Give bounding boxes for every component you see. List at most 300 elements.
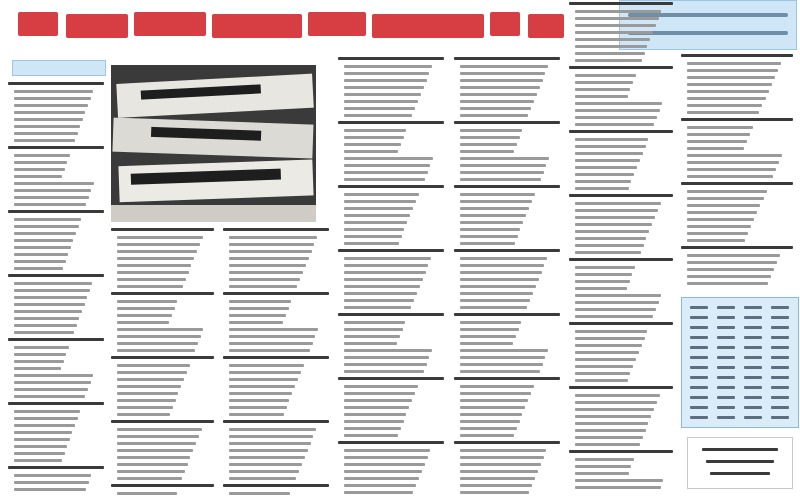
option-line	[14, 452, 65, 455]
option-line	[575, 159, 640, 162]
option-line	[575, 479, 663, 482]
option-line	[344, 306, 411, 309]
title-glyph-block	[372, 14, 484, 38]
option-line	[575, 337, 645, 340]
option-line	[344, 257, 431, 260]
option-line	[344, 164, 430, 167]
column-4	[338, 55, 448, 497]
option-line	[460, 178, 541, 181]
option-line	[344, 193, 419, 196]
option-line	[460, 114, 528, 117]
answer-key-cell	[771, 416, 789, 419]
option-line	[460, 420, 520, 423]
option-line	[117, 349, 195, 352]
option-line	[460, 107, 531, 110]
option-line	[229, 435, 313, 438]
option-line	[14, 239, 73, 242]
option-line	[117, 449, 193, 452]
answer-key-cell	[717, 316, 735, 319]
option-line	[687, 190, 767, 193]
answer-key-cell	[744, 376, 762, 379]
option-line	[344, 434, 398, 437]
answer-key-cell	[690, 326, 708, 329]
option-line	[344, 228, 404, 231]
option-line	[117, 385, 181, 388]
option-line	[575, 31, 653, 34]
option-line	[687, 168, 776, 171]
credit-line	[702, 448, 778, 451]
question-line	[338, 57, 444, 60]
option-line	[14, 246, 71, 249]
column-2	[111, 226, 218, 497]
option-line	[687, 261, 777, 264]
answer-key-cell	[771, 406, 789, 409]
option-line	[229, 271, 303, 274]
question-line	[454, 249, 560, 252]
option-line	[117, 243, 200, 246]
option-line	[460, 242, 515, 245]
option-line	[344, 171, 428, 174]
option-line	[344, 342, 397, 345]
question-line	[681, 54, 793, 57]
option-line	[229, 314, 286, 317]
answer-key-cell	[690, 416, 708, 419]
option-line	[460, 321, 521, 324]
question-line	[569, 130, 673, 133]
option-line	[344, 221, 407, 224]
option-line	[229, 463, 302, 466]
option-line	[14, 374, 93, 377]
answer-key-cell	[771, 346, 789, 349]
option-line	[460, 491, 529, 494]
option-line	[344, 363, 427, 366]
option-line	[575, 116, 657, 119]
option-line	[460, 434, 514, 437]
option-line	[344, 100, 418, 103]
option-line	[14, 267, 63, 270]
option-line	[460, 164, 546, 167]
option-line	[575, 17, 659, 20]
option-line	[14, 381, 91, 384]
option-line	[575, 472, 629, 475]
option-line	[460, 235, 518, 238]
option-line	[344, 456, 428, 459]
option-line	[229, 456, 305, 459]
option-line	[575, 95, 628, 98]
option-line	[460, 349, 548, 352]
option-line	[344, 335, 400, 338]
option-line	[575, 88, 630, 91]
option-line	[575, 308, 656, 311]
option-line	[14, 296, 87, 299]
option-line	[575, 358, 636, 361]
answer-key-cell	[717, 376, 735, 379]
option-line	[14, 438, 70, 441]
option-line	[229, 442, 311, 445]
option-line	[687, 275, 771, 278]
option-line	[344, 427, 401, 430]
option-line	[460, 79, 543, 82]
option-line	[687, 254, 780, 257]
option-line	[575, 123, 654, 126]
question-line	[454, 377, 560, 380]
option-line	[575, 273, 632, 276]
option-line	[117, 321, 169, 324]
option-line	[575, 10, 661, 13]
option-line	[344, 321, 405, 324]
option-line	[117, 364, 190, 367]
option-line	[460, 65, 548, 68]
option-line	[229, 342, 313, 345]
option-line	[575, 244, 644, 247]
question-line	[338, 313, 444, 316]
option-line	[575, 401, 657, 404]
option-line	[117, 250, 197, 253]
option-line	[117, 307, 175, 310]
option-line	[14, 203, 86, 206]
answer-key-cell	[690, 386, 708, 389]
option-line	[344, 242, 399, 245]
option-line	[229, 492, 290, 495]
option-line	[117, 371, 187, 374]
option-line	[575, 301, 659, 304]
question-line	[223, 484, 329, 487]
option-line	[460, 342, 513, 345]
option-line	[344, 264, 428, 267]
option-line	[229, 250, 312, 253]
title-glyph-block	[528, 14, 564, 38]
option-line	[575, 138, 648, 141]
option-line	[687, 211, 757, 214]
option-line	[117, 285, 183, 288]
answer-key-cell	[771, 366, 789, 369]
question-line	[8, 466, 104, 469]
option-line	[460, 207, 529, 210]
option-line	[14, 431, 72, 434]
question-line	[8, 146, 104, 149]
option-line	[14, 132, 78, 135]
option-line	[344, 370, 424, 373]
option-line	[460, 271, 542, 274]
question-line	[8, 338, 104, 341]
option-line	[14, 410, 80, 413]
option-line	[575, 330, 647, 333]
option-line	[687, 133, 750, 136]
question-line	[111, 292, 214, 295]
option-line	[14, 175, 62, 178]
option-line	[14, 154, 70, 157]
answer-key-cell	[690, 396, 708, 399]
option-line	[575, 24, 656, 27]
answer-key-cell	[717, 336, 735, 339]
option-line	[575, 109, 660, 112]
option-line	[460, 72, 545, 75]
option-line	[575, 394, 660, 397]
option-line	[229, 243, 314, 246]
option-line	[344, 129, 406, 132]
page-title	[0, 0, 587, 52]
option-line	[687, 175, 773, 178]
option-line	[14, 260, 66, 263]
option-line	[117, 378, 184, 381]
option-line	[14, 182, 94, 185]
option-line	[344, 406, 409, 409]
option-line	[14, 218, 81, 221]
option-line	[460, 200, 532, 203]
option-line	[14, 445, 67, 448]
answer-key-cell	[717, 346, 735, 349]
option-line	[229, 328, 318, 331]
newspaper-stack-photo	[111, 65, 316, 222]
option-line	[575, 379, 628, 382]
question-line	[569, 66, 673, 69]
answer-key-cell	[771, 356, 789, 359]
option-line	[14, 289, 90, 292]
option-line	[460, 228, 520, 231]
answer-key-cell	[690, 356, 708, 359]
author-credit-box	[687, 437, 793, 489]
option-line	[229, 285, 297, 288]
column-7	[681, 52, 797, 292]
question-line	[223, 420, 329, 423]
option-line	[229, 428, 316, 431]
option-line	[460, 86, 540, 89]
option-line	[229, 300, 291, 303]
option-line	[575, 230, 649, 233]
option-line	[575, 280, 630, 283]
answer-key-cell	[771, 376, 789, 379]
option-line	[14, 474, 91, 477]
answer-key-cell	[771, 386, 789, 389]
answer-key-cell	[744, 396, 762, 399]
option-line	[117, 477, 182, 480]
option-line	[575, 223, 652, 226]
option-line	[687, 197, 764, 200]
answer-key-cell	[717, 416, 735, 419]
option-line	[14, 125, 80, 128]
answer-key-cell	[771, 306, 789, 309]
question-line	[338, 377, 444, 380]
option-line	[344, 278, 423, 281]
option-line	[687, 239, 745, 242]
answer-key-cell	[744, 316, 762, 319]
option-line	[229, 307, 289, 310]
column-6	[569, 0, 677, 497]
option-line	[14, 488, 86, 491]
option-line	[344, 79, 427, 82]
option-line	[229, 413, 284, 416]
answer-key-cell	[717, 326, 735, 329]
option-line	[575, 443, 640, 446]
column-5	[454, 55, 564, 497]
option-line	[575, 216, 655, 219]
answer-key-cell	[771, 396, 789, 399]
option-line	[460, 157, 549, 160]
option-line	[14, 481, 89, 484]
option-line	[117, 264, 191, 267]
option-line	[229, 278, 300, 281]
option-line	[460, 335, 516, 338]
question-line	[111, 420, 214, 423]
option-line	[344, 328, 403, 331]
option-line	[460, 93, 537, 96]
option-line	[14, 104, 88, 107]
option-line	[460, 292, 533, 295]
option-line	[14, 459, 62, 462]
option-line	[344, 214, 410, 217]
option-line	[14, 97, 91, 100]
option-line	[575, 344, 642, 347]
option-line	[14, 310, 82, 313]
option-line	[687, 90, 769, 93]
option-line	[344, 484, 416, 487]
option-line	[229, 385, 295, 388]
option-line	[344, 491, 413, 494]
option-line	[460, 306, 527, 309]
option-line	[460, 221, 523, 224]
option-line	[14, 168, 65, 171]
question-line	[111, 484, 214, 487]
answer-key-cell	[744, 386, 762, 389]
option-line	[14, 395, 85, 398]
option-line	[117, 300, 177, 303]
option-line	[575, 429, 646, 432]
option-line	[117, 456, 190, 459]
option-line	[575, 187, 629, 190]
option-line	[14, 360, 64, 363]
option-line	[575, 458, 634, 461]
option-line	[344, 449, 430, 452]
option-line	[460, 370, 540, 373]
option-line	[344, 72, 429, 75]
option-line	[117, 399, 176, 402]
answer-key-cell	[744, 326, 762, 329]
option-line	[687, 282, 768, 285]
option-line	[14, 331, 74, 334]
option-line	[460, 193, 535, 196]
option-line	[344, 399, 412, 402]
option-line	[575, 315, 653, 318]
option-line	[575, 202, 661, 205]
option-line	[229, 406, 287, 409]
option-line	[687, 97, 766, 100]
option-line	[687, 104, 762, 107]
option-line	[344, 299, 414, 302]
column-3	[223, 226, 333, 497]
option-line	[460, 100, 534, 103]
option-line	[344, 93, 421, 96]
title-glyph-block	[66, 14, 128, 38]
option-line	[687, 154, 782, 157]
answer-key-grid	[681, 297, 799, 428]
option-line	[460, 356, 545, 359]
option-line	[575, 486, 661, 489]
option-line	[687, 76, 775, 79]
option-line	[687, 232, 748, 235]
option-line	[229, 449, 308, 452]
option-line	[575, 351, 639, 354]
question-line	[569, 386, 673, 389]
question-line	[569, 322, 673, 325]
option-line	[229, 349, 310, 352]
answer-key-cell	[717, 366, 735, 369]
credit-line	[706, 460, 774, 463]
option-line	[344, 86, 424, 89]
option-line	[344, 65, 432, 68]
question-line	[8, 402, 104, 405]
option-line	[687, 268, 774, 271]
option-line	[575, 372, 630, 375]
title-glyph-block	[490, 12, 520, 36]
option-line	[575, 365, 633, 368]
option-line	[14, 346, 69, 349]
option-line	[229, 264, 306, 267]
option-line	[460, 264, 544, 267]
option-line	[575, 266, 635, 269]
option-line	[344, 356, 429, 359]
option-line	[344, 420, 404, 423]
option-line	[14, 424, 75, 427]
option-line	[460, 136, 520, 139]
option-line	[229, 477, 296, 480]
option-line	[117, 428, 202, 431]
option-line	[575, 59, 642, 62]
option-line	[344, 413, 406, 416]
question-line	[8, 210, 104, 213]
date-badge	[12, 60, 106, 76]
option-line	[229, 335, 315, 338]
option-line	[575, 209, 658, 212]
option-line	[575, 415, 651, 418]
answer-key-cell	[771, 316, 789, 319]
option-line	[460, 477, 535, 480]
option-line	[344, 349, 432, 352]
option-line	[460, 214, 526, 217]
option-line	[460, 392, 531, 395]
option-line	[460, 484, 532, 487]
option-line	[575, 237, 646, 240]
option-line	[344, 477, 419, 480]
answer-key-cell	[771, 336, 789, 339]
option-line	[344, 271, 426, 274]
question-line	[681, 246, 793, 249]
answer-key-cell	[744, 366, 762, 369]
question-line	[111, 356, 214, 359]
option-line	[460, 427, 517, 430]
option-line	[117, 335, 201, 338]
answer-key-cell	[690, 306, 708, 309]
option-line	[344, 178, 425, 181]
option-line	[14, 111, 85, 114]
option-line	[117, 435, 199, 438]
option-line	[14, 317, 79, 320]
option-line	[14, 324, 77, 327]
option-line	[344, 157, 433, 160]
option-line	[14, 367, 61, 370]
answer-key-cell	[744, 406, 762, 409]
option-line	[575, 81, 633, 84]
option-line	[229, 399, 289, 402]
option-line	[460, 129, 522, 132]
question-line	[454, 121, 560, 124]
option-line	[117, 257, 194, 260]
answer-key-cell	[744, 346, 762, 349]
question-line	[338, 185, 444, 188]
option-line	[344, 392, 415, 395]
option-line	[575, 74, 636, 77]
option-line	[687, 111, 759, 114]
option-line	[344, 114, 412, 117]
